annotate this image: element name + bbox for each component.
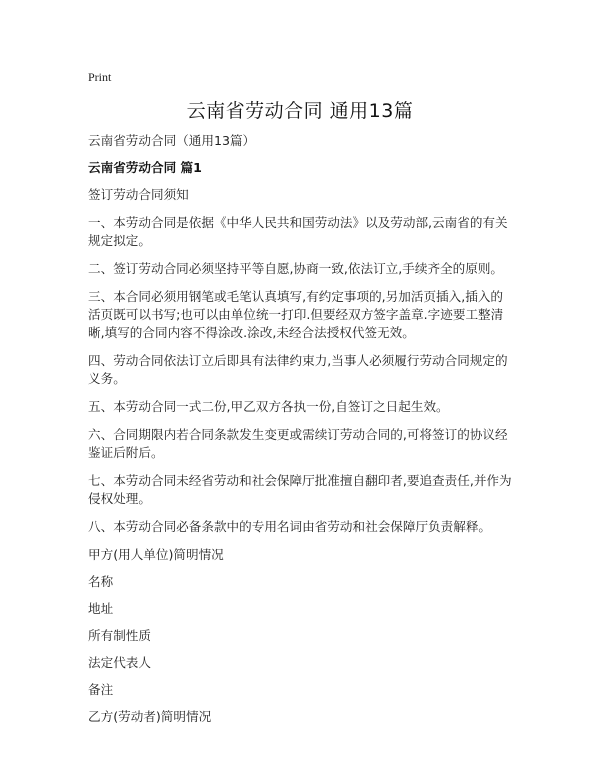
clause-6: 六、合同期限内若合同条款发生变更或需续订劳动合同的,可将签订的协议经鉴证后附后。 [88, 427, 508, 460]
party-a-field-ownership: 所有制性质 [88, 628, 151, 643]
party-b-heading: 乙方(劳动者)简明情况 [88, 709, 212, 724]
party-a-heading: 甲方(用人单位)简明情况 [88, 547, 224, 562]
clause-4: 四、劳动合同依法订立后即具有法律约束力,当事人必须履行劳动合同规定的义务。 [88, 353, 508, 386]
print-label: Print [88, 70, 112, 84]
party-a-field-legal-rep: 法定代表人 [88, 655, 151, 670]
clause-3: 三、本合同必须用钢笔或毛笔认真填写,有约定事项的,另加活页插入,插入的活页既可以书写;也可以由单位统一打印.但要经双方签字盖章.字迹要工整清晰,填写的合同内容不得涂改.涂改,未经合法授权代签无效。 [88, 289, 504, 340]
clause-2: 二、签订劳动合同必须坚持平等自愿,协商一致,依法订立,手续齐全的原则。 [88, 261, 504, 276]
document-subtitle: 云南省劳动合同（通用13篇） [88, 133, 256, 148]
party-a-field-address: 地址 [88, 601, 114, 616]
clause-1: 一、本劳动合同是依据《中华人民共和国劳动法》以及劳动部,云南省的有关规定拟定。 [88, 215, 508, 248]
clause-5: 五、本劳动合同一式二份,甲乙双方各执一份,自签订之日起生效。 [88, 399, 449, 414]
document-body [88, 132, 512, 735]
party-a-field-name: 名称 [88, 574, 114, 589]
document-title: 云南省劳动合同 通用13篇 [186, 100, 414, 122]
clause-8: 八、本劳动合同必备条款中的专用名词由省劳动和社会保障厅负责解释。 [88, 519, 491, 534]
party-a-field-remarks: 备注 [88, 682, 114, 697]
notice-title: 签订劳动合同须知 [88, 187, 189, 202]
clause-7: 七、本劳动合同未经省劳动和社会保障厅批准擅自翻印者,要追查责任,并作为侵权处理。 [88, 473, 512, 506]
section-heading: 云南省劳动合同 篇1 [88, 160, 202, 175]
